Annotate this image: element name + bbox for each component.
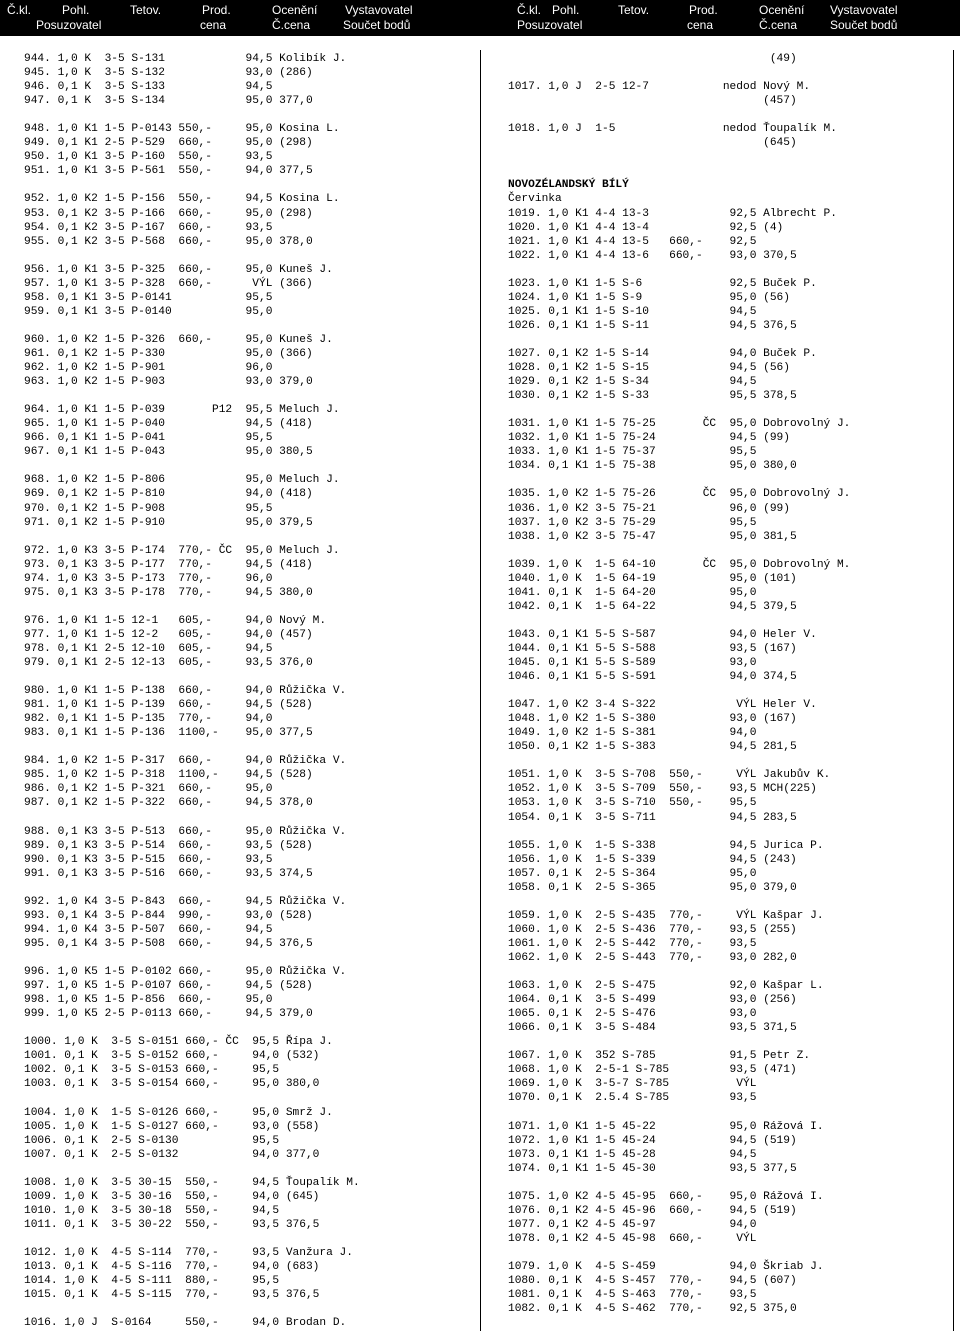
table-row: 1079. 1,0 K 4-5 S-459 94,0 Škriab J.	[508, 1261, 824, 1274]
table-row: 1036. 1,0 K2 3-5 75-21 96,0 (99)	[508, 502, 790, 515]
header-label: Vystavovatel	[830, 3, 898, 17]
table-row: 1040. 1,0 K 1-5 64-19 95,0 (101)	[508, 572, 797, 585]
table-row: 982. 0,1 K1 1-5 P-135 770,- 94,0	[24, 713, 273, 726]
table-row: 987. 0,1 K2 1-5 P-322 660,- 94,5 378,0	[24, 797, 313, 810]
blank-row	[508, 66, 953, 80]
table-row: 1058. 0,1 K 2-5 S-365 95,0 379,0	[508, 881, 797, 894]
table-row: 998. 1,0 K5 1-5 P-856 660,- 95,0	[24, 994, 273, 1007]
header-label: cena	[687, 18, 714, 32]
table-header-left	[0, 0, 480, 36]
table-row: 1006. 0,1 K 2-5 S-0130 95,5	[24, 1134, 280, 1147]
table-row: 1062. 1,0 K 2-5 S-443 770,- 93,0 282,0	[508, 952, 797, 964]
table-row: 992. 1,0 K4 3-5 P-843 660,- 94,5 Růžička V.	[24, 895, 347, 908]
table-row: 1057. 0,1 K 2-5 S-364 95,0	[508, 867, 757, 880]
blank-row	[24, 600, 476, 614]
table-row: 954. 0,1 K2 3-5 P-167 660,- 93,5	[24, 221, 273, 234]
blank-row	[24, 1091, 476, 1105]
table-row: 1076. 0,1 K2 4-5 45-96 660,- 94,5 (519)	[508, 1204, 797, 1217]
blank-row	[508, 895, 953, 909]
table-row: 974. 1,0 K3 3-5 P-173 770,- 96,0	[24, 572, 273, 585]
table-row: 964. 1,0 K1 1-5 P-039 P12 95,5 Meluch J.	[24, 404, 340, 417]
table-row: 1055. 1,0 K 1-5 S-338 94,5 Jurica P.	[508, 839, 824, 852]
header-label: Prod.	[202, 3, 231, 17]
table-row: 948. 1,0 K1 1-5 P-0143 550,- 95,0 Kosina L.	[24, 123, 340, 136]
table-row: 986. 0,1 K2 1-5 P-321 660,- 95,0	[24, 783, 273, 796]
blank-row	[24, 811, 476, 825]
table-row: 1021. 1,0 K1 4-4 13-5 660,- 92,5	[508, 235, 757, 248]
table-row: 1069. 1,0 K 3-5-7 S-785 VÝL	[508, 1078, 757, 1091]
blank-row	[508, 150, 953, 164]
blank-row	[508, 754, 953, 768]
table-row: 1020. 1,0 K1 4-4 13-4 92,5 (4)	[508, 221, 784, 234]
table-row: (457)	[508, 95, 797, 108]
table-row: 1052. 1,0 K 3-5 S-709 550,- 93,5 MCH(225)	[508, 783, 817, 796]
table-row: 1014. 1,0 K 4-5 S-111 880,- 95,5	[24, 1275, 280, 1288]
blank-row	[508, 965, 953, 979]
blank-row	[508, 614, 953, 628]
header-label: Vystavovatel	[345, 3, 413, 17]
blank-row	[24, 389, 476, 403]
blank-row	[24, 1021, 476, 1035]
table-row: 1064. 0,1 K 3-5 S-499 93,0 (256)	[508, 994, 797, 1007]
table-row: 963. 1,0 K2 1-5 P-903 93,0 379,0	[24, 376, 313, 389]
blank-row	[508, 164, 953, 178]
table-row: 1000. 1,0 K 3-5 S-0151 660,- ČC 95,5 Řípa J.	[24, 1036, 333, 1049]
table-row: 1081. 0,1 K 4-5 S-463 770,- 93,5	[508, 1289, 757, 1302]
table-row: 1019. 1,0 K1 4-4 13-3 92,5 Albrecht P.	[508, 207, 837, 220]
header-label: cena	[200, 18, 227, 32]
table-row: 952. 1,0 K2 1-5 P-156 550,- 94,5 Kosina L.	[24, 193, 340, 206]
table-row: 975. 0,1 K3 3-5 P-178 770,- 94,5 380,0	[24, 586, 313, 599]
table-row: 1067. 1,0 K 352 S-785 91,5 Petr Z.	[508, 1050, 811, 1063]
blank-row	[508, 1035, 953, 1049]
table-row: 1075. 1,0 K2 4-5 45-95 660,- 95,0 Rážová I.	[508, 1190, 824, 1203]
table-row: (645)	[508, 137, 797, 150]
table-row: 977. 1,0 K1 1-5 12-2 605,- 94,0 (457)	[24, 628, 313, 641]
table-row: 989. 0,1 K3 3-5 P-514 660,- 93,5 (528)	[24, 839, 313, 852]
table-row: 991. 0,1 K3 3-5 P-516 660,- 93,5 374,5	[24, 867, 313, 880]
table-row: 953. 0,1 K2 3-5 P-166 660,- 95,0 (298)	[24, 207, 313, 220]
table-row: 1082. 0,1 K 4-5 S-462 770,- 92,5 375,0	[508, 1303, 797, 1316]
table-row: 1007. 0,1 K 2-5 S-0132 94,0 377,0	[24, 1148, 320, 1161]
blank-row	[24, 108, 476, 122]
table-row: 1022. 1,0 K1 4-4 13-6 660,- 93,0 370,5	[508, 249, 797, 262]
blank-row	[24, 951, 476, 965]
table-row: 944. 1,0 K 3-5 S-131 94,5 Kolibík J.	[24, 53, 347, 65]
table-row: 1072. 1,0 K1 1-5 45-24 94,5 (519)	[508, 1134, 797, 1147]
header-label: Součet bodů	[343, 18, 411, 32]
blank-row	[24, 1232, 476, 1246]
table-row: 1012. 1,0 K 4-5 S-114 770,- 93,5 Vanžura J.	[24, 1246, 353, 1259]
table-row: 976. 1,0 K1 1-5 12-1 605,- 94,0 Nový M.	[24, 614, 327, 627]
table-row: 1013. 0,1 K 4-5 S-116 770,- 94,0 (683)	[24, 1261, 320, 1274]
table-row: 999. 1,0 K5 2-5 P-0113 660,- 94,5 379,0	[24, 1008, 313, 1021]
table-row: 1030. 0,1 K2 1-5 S-33 95,5 378,5	[508, 390, 797, 403]
blank-row	[508, 403, 953, 417]
header-label: Č.cena	[759, 18, 798, 32]
blank-row	[508, 473, 953, 487]
blank-row	[508, 1246, 953, 1260]
page-border-right	[953, 50, 954, 1331]
table-row: 968. 1,0 K2 1-5 P-806 95,0 Meluch J.	[24, 474, 340, 487]
table-row: 1034. 0,1 K1 1-5 75-38 95,0 380,0	[508, 460, 797, 473]
blank-row	[24, 459, 476, 473]
table-row: 979. 0,1 K1 2-5 12-13 605,- 93,5 376,0	[24, 657, 313, 670]
table-row: 997. 1,0 K5 1-5 P-0107 660,- 94,5 (528)	[24, 980, 313, 993]
table-row: 1004. 1,0 K 1-5 S-0126 660,- 95,0 Smrž J.	[24, 1106, 333, 1119]
table-row: 1078. 0,1 K2 4-5 45-98 660,- VÝL	[508, 1232, 757, 1245]
table-row: 945. 1,0 K 3-5 S-132 93,0 (286)	[24, 67, 313, 80]
table-row: 1011. 0,1 K 3-5 30-22 550,- 93,5 376,5	[24, 1218, 320, 1231]
header-label: Posuzovatel	[517, 18, 583, 32]
table-row: 972. 1,0 K3 3-5 P-174 770,- ČC 95,0 Meluch J.	[24, 544, 340, 557]
table-row: 1027. 0,1 K2 1-5 S-14 94,0 Buček P.	[508, 347, 817, 360]
table-row: 1047. 1,0 K2 3-4 S-322 VÝL Heler V.	[508, 699, 817, 712]
table-row: 965. 1,0 K1 1-5 P-040 94,5 (418)	[24, 418, 313, 431]
header-label: Tetov.	[618, 3, 650, 17]
table-row: 995. 0,1 K4 3-5 P-508 660,- 94,5 376,5	[24, 937, 313, 950]
table-row: 959. 0,1 K1 3-5 P-0140 95,0	[24, 305, 273, 318]
table-row: 1008. 1,0 K 3-5 30-15 550,- 94,5 Ťoupalík M.	[24, 1176, 360, 1189]
table-row: 961. 0,1 K2 1-5 P-330 95,0 (366)	[24, 347, 313, 360]
header-label: Posuzovatel	[36, 18, 102, 32]
table-row: 1049. 1,0 K2 1-5 S-381 94,0	[508, 727, 757, 740]
table-row: 1043. 0,1 K1 5-5 S-587 94,0 Heler V.	[508, 628, 817, 641]
header-label: Pohl.	[552, 3, 580, 17]
table-row: 973. 0,1 K3 3-5 P-177 770,- 94,5 (418)	[24, 558, 313, 571]
table-row: 1053. 1,0 K 3-5 S-710 550,- 95,5	[508, 797, 757, 810]
table-row: 962. 1,0 K2 1-5 P-901 96,0	[24, 362, 273, 375]
table-row: 1016. 1,0 J S-0164 550,- 94,0 Brodan D.	[24, 1317, 347, 1330]
blank-row	[24, 249, 476, 263]
table-row: 1045. 0,1 K1 5-5 S-589 93,0	[508, 657, 757, 670]
blank-row	[508, 1106, 953, 1120]
table-row: 1077. 0,1 K2 4-5 45-97 94,0	[508, 1218, 757, 1231]
table-row: 956. 1,0 K1 3-5 P-325 660,- 95,0 Kuneš J.	[24, 263, 333, 276]
table-row: 1070. 0,1 K 2.5.4 S-785 93,5	[508, 1092, 757, 1105]
table-row: 996. 1,0 K5 1-5 P-0102 660,- 95,0 Růžička V.	[24, 966, 347, 979]
blank-row	[508, 825, 953, 839]
table-row: 978. 0,1 K1 2-5 12-10 605,- 94,5	[24, 642, 273, 655]
table-row: 970. 0,1 K2 1-5 P-908 95,5	[24, 502, 273, 515]
table-row: 1068. 1,0 K 2-5-1 S-785 93,5 (471)	[508, 1064, 797, 1077]
table-row: 960. 1,0 K2 1-5 P-326 660,- 95,0 Kuneš J.	[24, 333, 333, 346]
table-row: 1025. 0,1 K1 1-5 S-10 94,5	[508, 305, 757, 318]
table-row: 1038. 1,0 K2 3-5 75-47 95,0 381,5	[508, 530, 797, 543]
table-row: 1056. 1,0 K 1-5 S-339 94,5 (243)	[508, 853, 797, 866]
table-row: 950. 1,0 K1 3-5 P-160 550,- 93,5	[24, 151, 273, 164]
table-row: 1032. 1,0 K1 1-5 75-24 94,5 (99)	[508, 432, 790, 445]
table-row: 1009. 1,0 K 3-5 30-16 550,- 94,0 (645)	[24, 1190, 320, 1203]
table-row: 988. 0,1 K3 3-5 P-513 660,- 95,0 Růžička V.	[24, 825, 347, 838]
table-row: Červinka	[508, 193, 562, 206]
table-row: 1018. 1,0 J 1-5 nedod Ťoupalík M.	[508, 123, 837, 136]
blank-row	[24, 1302, 476, 1316]
table-row: 1029. 0,1 K2 1-5 S-34 94,5	[508, 376, 757, 389]
table-row: 1050. 0,1 K2 1-5 S-383 94,5 281,5	[508, 741, 797, 754]
blank-row	[24, 319, 476, 333]
table-row: 1063. 1,0 K 2-5 S-475 92,0 Kašpar L.	[508, 980, 824, 993]
right-column	[508, 52, 953, 1316]
header-label: Č.cena	[272, 18, 311, 32]
table-row: 990. 0,1 K3 3-5 P-515 660,- 93,5	[24, 853, 273, 866]
table-row: 1002. 0,1 K 3-5 S-0153 660,- 95,5	[24, 1064, 280, 1077]
header-label: Prod.	[689, 3, 718, 17]
table-row: 1074. 0,1 K1 1-5 45-30 93,5 377,5	[508, 1162, 797, 1175]
table-row: 985. 1,0 K2 1-5 P-318 1100,- 94,5 (528)	[24, 769, 313, 782]
blank-row	[508, 263, 953, 277]
blank-row	[508, 684, 953, 698]
table-row: 966. 0,1 K1 1-5 P-041 95,5	[24, 432, 273, 445]
blank-row	[508, 1176, 953, 1190]
table-row: 1017. 1,0 J 2-5 12-7 nedod Nový M.	[508, 81, 811, 94]
table-row: 1005. 1,0 K 1-5 S-0127 660,- 93,0 (558)	[24, 1120, 320, 1133]
table-row: 981. 1,0 K1 1-5 P-139 660,- 94,5 (528)	[24, 699, 313, 712]
blank-row	[24, 740, 476, 754]
table-row: 1080. 0,1 K 4-5 S-457 770,- 94,5 (607)	[508, 1275, 797, 1288]
table-row: 949. 0,1 K1 2-5 P-529 660,- 95,0 (298)	[24, 137, 313, 150]
table-row: 983. 0,1 K1 1-5 P-136 1100,- 95,0 377,5	[24, 727, 313, 740]
table-row: 955. 0,1 K2 3-5 P-568 660,- 95,0 378,0	[24, 235, 313, 248]
table-row: 957. 1,0 K1 3-5 P-328 660,- VÝL (366)	[24, 277, 313, 290]
blank-row	[508, 108, 953, 122]
header-label: Tetov.	[130, 3, 162, 17]
table-row: 1023. 1,0 K1 1-5 S-6 92,5 Buček P.	[508, 277, 817, 290]
table-row: 1060. 1,0 K 2-5 S-436 770,- 93,5 (255)	[508, 923, 797, 936]
table-row: 994. 1,0 K4 3-5 P-507 660,- 94,5	[24, 923, 273, 936]
table-row: 1071. 1,0 K1 1-5 45-22 95,0 Rážová I.	[508, 1120, 824, 1133]
table-row: 1015. 0,1 K 4-5 S-115 770,- 93,5 376,5	[24, 1289, 320, 1302]
table-row: 980. 1,0 K1 1-5 P-138 660,- 94,0 Růžička V.	[24, 685, 347, 698]
blank-row	[24, 1162, 476, 1176]
table-row: 1042. 0,1 K 1-5 64-22 94,5 379,5	[508, 600, 797, 613]
table-row: 1033. 1,0 K1 1-5 75-37 95,5	[508, 446, 757, 459]
table-row: 967. 0,1 K1 1-5 P-043 95,0 380,5	[24, 446, 313, 459]
blank-row	[508, 333, 953, 347]
table-row: 1039. 1,0 K 1-5 64-10 ČC 95,0 Dobrovolný M.	[508, 558, 851, 571]
table-row: 1046. 0,1 K1 5-5 S-591 94,0 374,5	[508, 671, 797, 684]
table-row: 1066. 0,1 K 3-5 S-484 93,5 371,5	[508, 1022, 797, 1035]
header-label: Pohl.	[62, 3, 90, 17]
table-row: 1061. 1,0 K 2-5 S-442 770,- 93,5	[508, 937, 757, 950]
column-divider	[480, 50, 481, 1331]
table-row: 1051. 1,0 K 3-5 S-708 550,- VÝL Jakubův K.	[508, 769, 831, 782]
table-row: 984. 1,0 K2 1-5 P-317 660,- 94,0 Růžička V.	[24, 755, 347, 768]
table-row: 1059. 1,0 K 2-5 S-435 770,- VÝL Kašpar J.	[508, 909, 824, 922]
header-label: Č.kl.	[7, 3, 31, 17]
table-row: 1065. 0,1 K 2-5 S-476 93,0	[508, 1008, 757, 1021]
blank-row	[24, 178, 476, 192]
table-row: NOVOZÉLANDSKÝ BÍLÝ	[508, 179, 629, 192]
blank-row	[24, 670, 476, 684]
table-row: 1037. 1,0 K2 3-5 75-29 95,5	[508, 516, 757, 529]
table-row: 1035. 1,0 K2 1-5 75-26 ČC 95,0 Dobrovolný J.	[508, 488, 851, 501]
table-row: 958. 0,1 K1 3-5 P-0141 95,5	[24, 291, 273, 304]
blank-row	[24, 530, 476, 544]
table-row: 1024. 1,0 K1 1-5 S-9 95,0 (56)	[508, 291, 790, 304]
table-row: 1041. 0,1 K 1-5 64-20 95,0	[508, 586, 757, 599]
table-row: 1028. 0,1 K2 1-5 S-15 94,5 (56)	[508, 362, 790, 375]
header-label: Ocenění	[272, 3, 318, 17]
header-label: Ocenění	[759, 3, 805, 17]
table-header-right	[480, 0, 960, 36]
table-row: 1003. 0,1 K 3-5 S-0154 660,- 95,0 380,0	[24, 1078, 320, 1091]
table-row: 1048. 1,0 K2 1-5 S-380 93,0 (167)	[508, 713, 797, 726]
header-label: Součet bodů	[830, 18, 898, 32]
left-column	[24, 52, 476, 1330]
table-row: 1044. 0,1 K1 5-5 S-588 93,5 (167)	[508, 642, 797, 655]
header-label: Č.kl.	[517, 3, 541, 17]
table-row: 971. 0,1 K2 1-5 P-910 95,0 379,5	[24, 516, 313, 529]
table-row: 946. 0,1 K 3-5 S-133 94,5	[24, 81, 273, 94]
table-row: (49)	[508, 53, 797, 65]
blank-row	[24, 881, 476, 895]
table-row: 1031. 1,0 K1 1-5 75-25 ČC 95,0 Dobrovolný J.	[508, 418, 851, 431]
table-row: 1054. 0,1 K 3-5 S-711 94,5 283,5	[508, 811, 797, 824]
table-row: 947. 0,1 K 3-5 S-134 95,0 377,0	[24, 95, 313, 108]
table-row: 1026. 0,1 K1 1-5 S-11 94,5 376,5	[508, 319, 797, 332]
table-row: 969. 0,1 K2 1-5 P-810 94,0 (418)	[24, 488, 313, 501]
blank-row	[508, 544, 953, 558]
table-row: 951. 1,0 K1 3-5 P-561 550,- 94,0 377,5	[24, 165, 313, 178]
table-row: 1073. 0,1 K1 1-5 45-28 94,5	[508, 1148, 757, 1161]
table-row: 993. 0,1 K4 3-5 P-844 990,- 93,0 (528)	[24, 909, 313, 922]
table-row: 1001. 0,1 K 3-5 S-0152 660,- 94,0 (532)	[24, 1050, 320, 1063]
table-row: 1010. 1,0 K 3-5 30-18 550,- 94,5	[24, 1204, 280, 1217]
